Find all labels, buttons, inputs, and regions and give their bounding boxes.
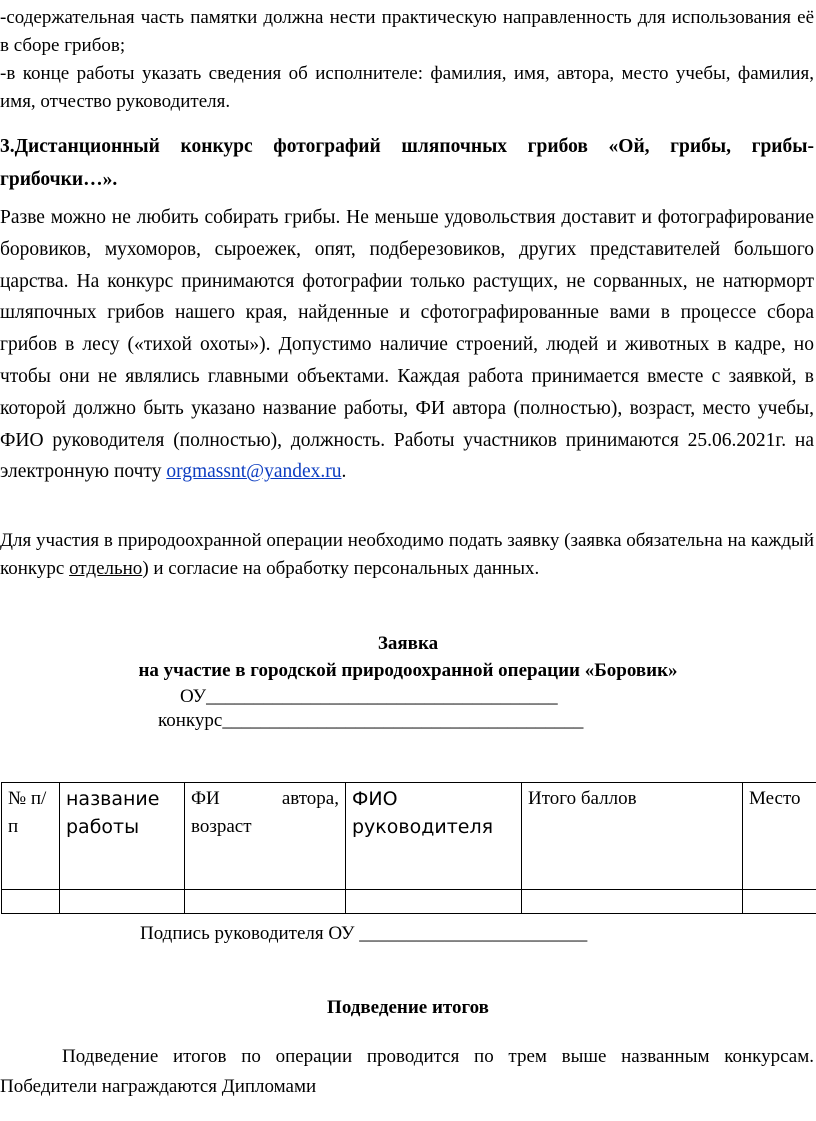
application-table (1, 782, 816, 914)
participation-text-before: Для участия в природоохранной операции необходимо подать заявку (заявка обязательна на каждый конкурс (0, 530, 814, 579)
ou-field-line: ОУ_____________________________________ (180, 686, 558, 707)
summary-heading: Подведение итогов (327, 997, 489, 1018)
header-cell-place: Место (743, 783, 816, 890)
table-row (2, 890, 816, 914)
application-title-block (0, 630, 816, 684)
intro-item-author-info: -в конце работы указать сведения об исполнителе: фамилия, имя, автора, место учебы, фамилия, имя, отчество руководителя. (0, 63, 814, 112)
konkurs-field-line: конкурс______________________________________ (158, 710, 584, 731)
table-cell[interactable] (2, 890, 60, 914)
section-3-heading: 3.Дистанционный конкурс фотографий шляпочных грибов «Ой, грибы, грибы-грибочки…». (0, 136, 814, 190)
table-cell[interactable] (185, 890, 346, 914)
table-cell[interactable] (522, 890, 743, 914)
table-cell[interactable] (346, 890, 522, 914)
header-cell-author: ФИ автора, возраст (185, 783, 346, 890)
intro-item-content: -содержательная часть памятки должна нести практическую направленность для использования её в сборе грибов; (0, 7, 814, 56)
table-cell[interactable] (743, 890, 816, 914)
header-cell-work-title: название работы (60, 783, 185, 890)
participation-paragraph (0, 527, 814, 583)
intro-requirements (0, 4, 814, 116)
table-header-row (2, 783, 816, 890)
supervisor-signature-line: Подпись руководителя ОУ ________________________ (140, 923, 588, 944)
header-cell-number: № п/п (2, 783, 60, 890)
application-title: Заявка (377, 633, 439, 654)
application-subtitle: на участие в городской природоохранной операции «Боровик» (138, 660, 678, 681)
table-cell[interactable] (60, 890, 185, 914)
participation-underlined-word: отдельно (69, 558, 143, 579)
section-3-text: Разве можно не любить собирать грибы. Не меньше удовольствия доставит и фотографирование боровиков, мухоморов, сыроежек, опят, подберезовиков, других представителей большого царства. На конкурс принимаются фотографии только растущих, не сорванных, не натюрморт шляпочных грибов нашего края, найденные и сфотографированные вами в процессе сбора грибов в лесу («тихой охоты»). Допустимо наличие строений, людей и животных в кадре, но чтобы они не являлись главными объектами. Каждая работа принимается вместе с заявкой, в которой должно быть указано название работы, ФИ автора (полностью), возраст, место учебы, ФИО руководителя (полностью), должность. Работы участников принимаются 25.06.2021г. на электронную почту (0, 207, 814, 483)
email-link[interactable]: orgmassnt@yandex.ru (166, 461, 342, 483)
section-3-period: . (341, 461, 347, 483)
header-cell-supervisor: ФИО руководителя (346, 783, 522, 890)
summary-paragraph: Подведение итогов по операции проводится по трем выше названным конкурсам. Победители награждаются Дипломами (0, 1046, 814, 1097)
header-cell-total-score: Итого баллов (522, 783, 743, 890)
section-3-paragraph (0, 202, 814, 488)
participation-text-after: ) и согласие на обработку персональных данных. (142, 558, 540, 579)
